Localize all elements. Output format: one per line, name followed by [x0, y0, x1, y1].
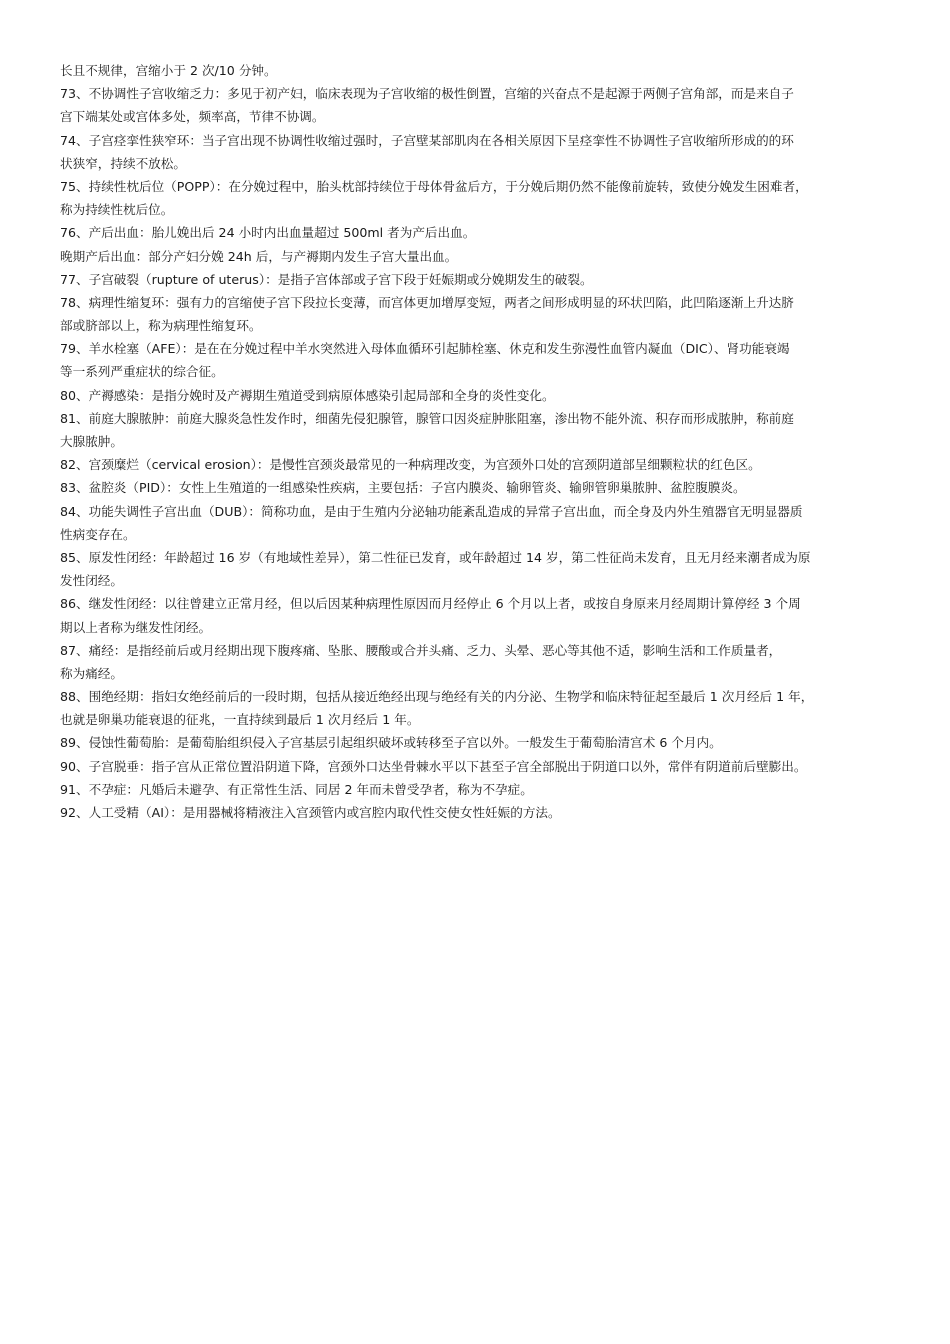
text-line: 称为痛经。 — [60, 665, 123, 681]
text-line: 称为持续性枕后位。 — [60, 202, 174, 218]
text-line: 85、原发性闭经：年龄超过 16 岁（有地域性差异），第二性征已发育，或年龄超过 14 岁，第二性征尚未发育，且无月经来潮者成为原 — [60, 549, 811, 565]
text-line: 76、产后出血：胎儿娩出后 24 小时内出血量超过 500ml 者为产后出血。 — [60, 225, 476, 241]
text-line: 等一系列严重症状的综合征。 — [60, 364, 224, 380]
text-line: 晚期产后出血：部分产妇分娩 24h 后，与产褥期内发生子宫大量出血。 — [60, 248, 458, 264]
text-line: 91、不孕症：凡婚后未避孕、有正常性生活、同居 2 年而未曾受孕者，称为不孕症。 — [60, 781, 533, 797]
text-line: 宫下端某处或宫体多处，频率高，节律不协调。 — [60, 109, 325, 125]
text-line: 73、不协调性子宫收缩乏力：多见于初产妇，临床表现为子宫收缩的极性倒置，宫缩的兴奋点不是起源于两侧子宫角部，而是来自子 — [60, 86, 794, 102]
text-line: 75、持续性枕后位（POPP）：在分娩过程中，胎头枕部持续位于母体骨盆后方，于分娩后期仍然不能像前旋转，致使分娩发生困难者， — [60, 178, 808, 194]
text-line: 发性闭经。 — [60, 573, 123, 589]
text-line: 性病变存在。 — [60, 526, 136, 542]
text-line: 期以上者称为继发性闭经。 — [60, 619, 212, 635]
text-line: 89、侵蚀性葡萄胎：是葡萄胎组织侵入子宫基层引起组织破坏或转移至子宫以外。一般发生于葡萄胎清宫术 6 个月内。 — [60, 735, 722, 751]
text-line: 74、子宫痉挛性狭窄环：当子宫出现不协调性收缩过强时，子宫壁某部肌肉在各相关原因下呈痉挛性不协调性子宫收缩所形成的的环 — [60, 132, 794, 148]
text-line: 83、盆腔炎（PID）：女性上生殖道的一组感染性疾病，主要包括：子宫内膜炎、输卵管炎、输卵管卵巢脓肿、盆腔腹膜炎。 — [60, 480, 746, 496]
text-line: 也就是卵巢功能衰退的征兆，一直持续到最后 1 次月经后 1 年。 — [60, 712, 420, 728]
text-line: 长且不规律，宫缩小于 2 次/10 分钟。 — [60, 63, 277, 78]
text-line: 部或脐部以上，称为病理性缩复环。 — [60, 318, 262, 334]
text-line: 大腺脓肿。 — [60, 434, 123, 449]
text-line: 78、病理性缩复环：强有力的宫缩使子宫下段拉长变薄，而宫体更加增厚变短，两者之间形成明显的环状凹陷，此凹陷逐渐上升达脐 — [60, 294, 794, 310]
text-line: 79、羊水栓塞（AFE）：是在在分娩过程中羊水突然进入母体血循环引起肺栓塞、休克和发生弥漫性血管内凝血（DIC）、肾功能衰竭 — [60, 341, 790, 357]
text-line: 88、围绝经期：指妇女绝经前后的一段时期，包括从接近绝经出现与绝经有关的内分泌、生物学和临床特征起至最后 1 次月经后 1 年， — [60, 689, 814, 705]
text-line: 82、宫颈糜烂（cervical erosion）：是慢性宫颈炎最常见的一种病理改变，为宫颈外口处的宫颈阴道部呈细颗粒状的红色区。 — [60, 457, 761, 473]
text-line: 80、产褥感染：是指分娩时及产褥期生殖道受到病原体感染引起局部和全身的炎性变化。 — [60, 387, 555, 403]
text-line: 90、子宫脱垂：指子宫从正常位置沿阴道下降，宫颈外口达坐骨棘水平以下甚至子宫全部脱出于阴道口以外，常伴有阴道前后壁膨出。 — [60, 758, 807, 774]
text-line: 77、子宫破裂（rupture of uterus）：是指子宫体部或子宫下段于妊娠期或分娩期发生的破裂。 — [60, 271, 593, 287]
document-body — [60, 59, 908, 824]
text-line: 92、人工受精（AI）：是用器械将精液注入宫颈管内或宫腔内取代性交使女性妊娠的方法。 — [60, 805, 561, 820]
text-line: 状狭窄，持续不放松。 — [60, 155, 186, 171]
text-line: 84、功能失调性子宫出血（DUB）：简称功血，是由于生殖内分泌轴功能紊乱造成的异常子宫出血，而全身及内外生殖器官无明显器质 — [60, 503, 803, 519]
text-line: 87、痛经：是指经前后或月经期出现下腹疼痛、坠胀、腰酸或合并头痛、乏力、头晕、恶心等其他不适，影响生活和工作质量者， — [60, 642, 782, 658]
text-line: 86、继发性闭经：以往曾建立正常月经，但以后因某种病理性原因而月经停止 6 个月以上者，或按自身原来月经周期计算停经 3 个周 — [60, 596, 801, 612]
text-line: 81、前庭大腺脓肿：前庭大腺炎急性发作时，细菌先侵犯腺管，腺管口因炎症肿胀阻塞，渗出物不能外流、积存而形成脓肿，称前庭 — [60, 410, 794, 426]
